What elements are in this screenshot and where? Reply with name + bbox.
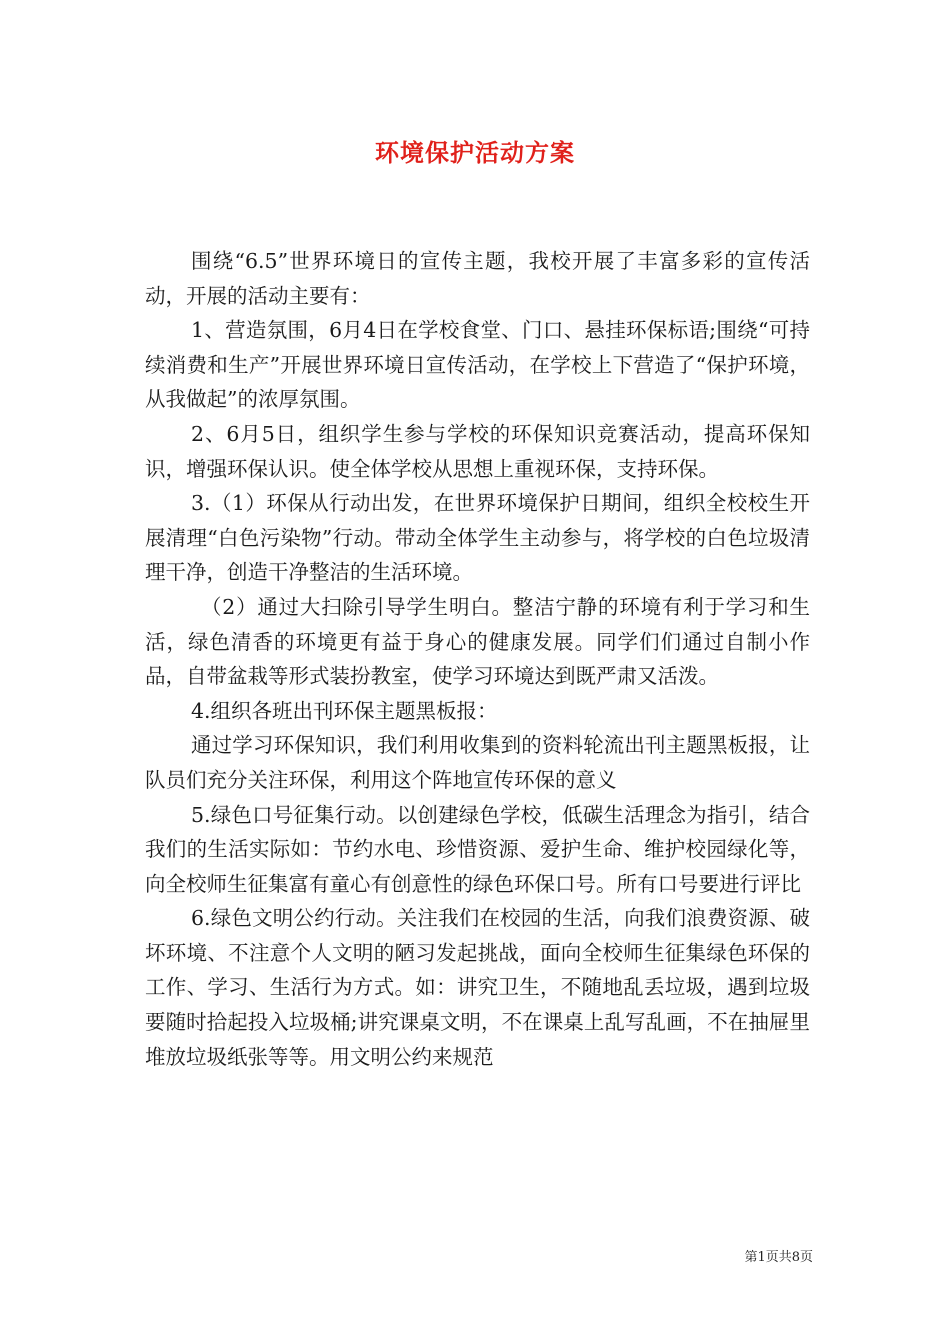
paragraph-item-3-1: 3.（1）环保从行动出发，在世界环境保护日期间，组织全校校生开展清理“白色污染物”行动。带动全体学生主动参与，将学校的白色垃圾清理干净，创造干净整洁的生活环境。 [145,491,810,585]
paragraph-item-4-detail: 通过学习环保知识，我们利用收集到的资料轮流出刊主题黑板报，让队员们充分关注环保，利用这个阵地宣传环保的意义 [145,733,810,792]
paragraph-item-6: 6.绿色文明公约行动。关注我们在校园的生活，向我们浪费资源、破坏环境、不注意个人文明的陋习发起挑战，面向全校师生征集绿色环保的工作、学习、生活行为方式。如：讲究卫生，不随地乱丢垃圾，遇到垃圾要随时拾起投入垃圾桶;讲究课桌文明，不在课桌上乱写乱画，不在抽屉里堆放垃圾纸张等等。用文明公约来规范 [145,906,810,1069]
page-number: 第1页共8页 [744,1250,813,1265]
paragraph-item-3-2: （2）通过大扫除引导学生明白。整洁宁静的环境有利于学习和生活，绿色清香的环境更有益于身心的健康发展。同学们们通过自制小作品，自带盆栽等形式装扮教室，使学习环境达到既严肃又活泼。 [145,594,810,689]
paragraph-item-4: 4.组织各班出刊环保主题黑板报： [191,698,498,723]
paragraph-item-1: 1、营造氛围，6月4日在学校食堂、门口、悬挂环保标语;围绕“可持续消费和生产”开展世界环境日宣传活动，在学校上下营造了“保护环境，从我做起”的浓厚氛围。 [145,318,810,412]
paragraph-item-2: 2、6月5日，组织学生参与学校的环保知识竞赛活动，提高环保知识，增强环保认识。使全体学校从思想上重视环保，支持环保。 [145,421,810,481]
paragraph-intro: 围绕“6.5”世界环境日的宣传主题，我校开展了丰富多彩的宣传活动，开展的活动主要有： [145,249,810,308]
document-body [145,244,810,1074]
document-title: 环境保护活动方案 [375,138,575,167]
paragraph-item-5: 5.绿色口号征集行动。以创建绿色学校，低碳生活理念为指引，结合我们的生活实际如：节约水电、珍惜资源、爱护生命、维护校园绿化等，向全校师生征集富有童心有创意性的绿色环保口号。所有口号要进行评比 [145,802,810,896]
